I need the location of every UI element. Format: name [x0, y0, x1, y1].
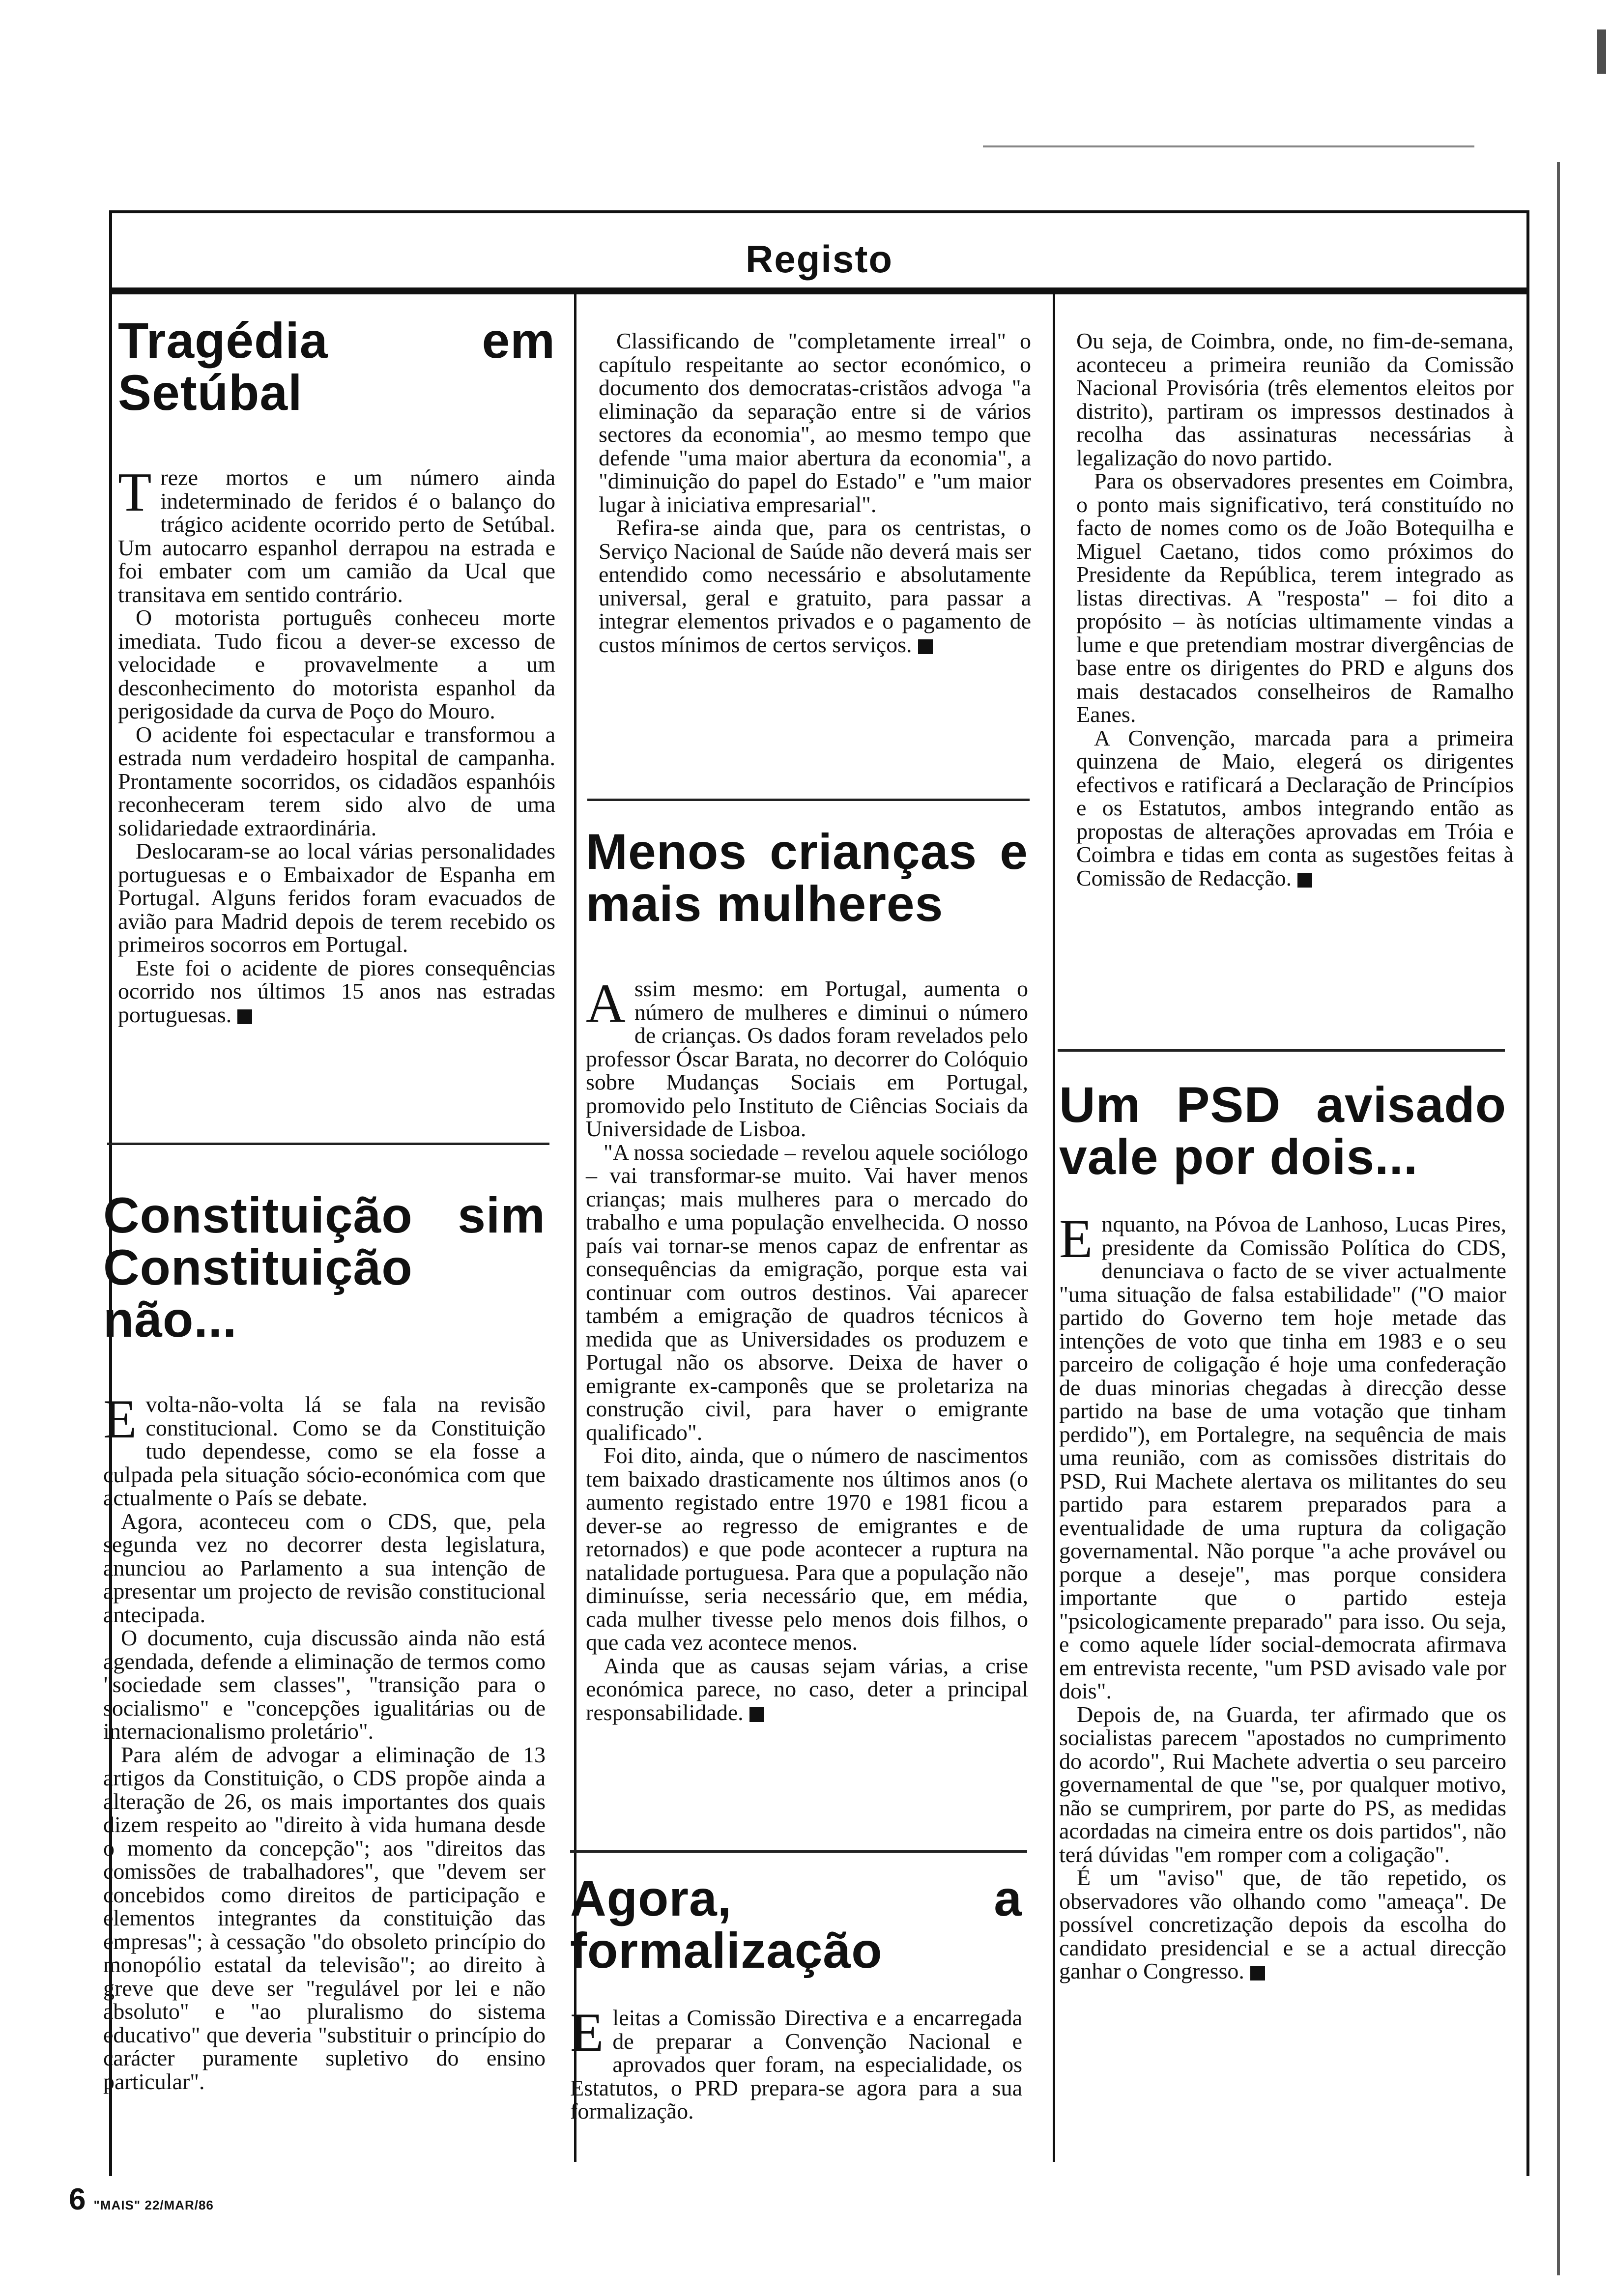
page-number: 6 — [69, 2182, 86, 2216]
headline-formalizacao: Agora, a formalização — [570, 1870, 1022, 1979]
dropcap: E — [570, 2002, 604, 2063]
paragraph: Foi dito, ainda, que o número de nascimentos tem baixado drasticamente nos últimos anos (o aumento registado entre 1970 e 1981 ficou a dever-se ao regresso de emigrantes e de retornados) e que pode acontecer a ruptura na natalidade portuguesa. Para que a população não diminuísse, seria necessário que, em média, cada mulher tivesse pelo menos dois filhos, o que cada vez acontece menos. — [586, 1443, 1028, 1655]
separator-col2-a — [587, 799, 1030, 801]
column-rule-2 — [1053, 294, 1055, 2162]
header-rule — [109, 287, 1529, 294]
article-constituicao-continued — [599, 329, 1031, 656]
end-mark-icon: M — [749, 1707, 764, 1722]
paragraph: Depois de, na Guarda, ter afirmado que os socialistas parecem "apostados no cumprimento do acordo", Rui Machete advertia o seu parceiro governamental de que "se, por qualquer motivo, não se cumprirem, por parte do PS, as medidas acordadas na cimeira entre os dois partidos", não terá dúvidas "em romper com a coligação". — [1059, 1701, 1506, 1867]
dropcap: E — [103, 1389, 137, 1450]
publication-info: "MAIS" 22/MAR/86 — [93, 2198, 214, 2212]
paragraph: Agora, aconteceu com o CDS, que, pela segunda vez no decorrer desta legislatura, anunciou ao Parlamento a sua intenção de apresentar um projecto de revisão constitucional antecipada. — [103, 1508, 546, 1627]
paragraph: Classificando de "completamente irreal" o capítulo respeitante ao sector económico, o documento dos democratas-cristãos advoga "a eliminação da separação entre si de vários sectores da economia", ao mesmo tempo que defende "uma maior abertura da economia", a "diminuição do papel do Estado" e "um maior lugar à iniciativa empresarial". — [599, 328, 1031, 517]
end-mark-icon: M — [237, 1009, 252, 1024]
paragraph: Este foi o acidente de piores consequências ocorrido nos últimos 15 anos nas estradas portuguesas. — [118, 955, 555, 1027]
paragraph: leitas a Comissão Directiva e a encarregada de preparar a Convenção Nacional e aprovados quer foram, na especialidade, os Estatutos, o PRD prepara-se agora para a sua formalização. — [570, 2005, 1022, 2124]
headline-criancas: Menos crianças e mais mulheres — [586, 824, 1028, 932]
dropcap: A — [586, 973, 626, 1034]
dropcap: T — [118, 462, 152, 523]
end-mark-icon: M — [1250, 1966, 1265, 1980]
headline-tragedia: Tragédia em Setúbal — [118, 313, 555, 421]
end-mark-icon: M — [918, 639, 933, 654]
paragraph: "A nossa sociedade – revelou aquele sociólogo – vai transformar-se muito. Vai haver menos crianças; mais mulheres para o mercado do trabalho e uma população envelhecida. O nosso país vai tornar-se menos capaz de enfrentar as consequências da emigração, porque esta vai continuar com outros destinos. Vai aparecer também a emigração de quadros técnicos à medida que as Universidades os produzem e Portugal não os absorve. Deixa de haver o emigrante ex-camponês que se proletariza na construção civil, para haver o emigrante qualificado". — [586, 1139, 1028, 1445]
paragraph: volta-não-volta lá se fala na revisão constitucional. Como se da Constituição tudo dependesse, como se ela fosse a culpada pela situação sócio-económica com que actualmente o País se debate. — [103, 1392, 546, 1510]
article-formalizacao-continued — [1076, 329, 1514, 890]
dropcap: E — [1059, 1208, 1093, 1269]
paragraph: A Convenção, marcada para a primeira quinzena de Maio, elegerá os dirigentes efectivos e ratificará a Declaração de Princípios e os Estatutos, ambos integrando então as propostas de alterações aprovadas em Tróia e Coimbra e tidas em conta as sugestões feitas à Comissão de Redacção. — [1076, 725, 1514, 890]
article-formalizacao — [570, 1872, 1022, 2123]
article-psd — [1059, 1079, 1506, 1983]
end-mark-icon: M — [1297, 873, 1312, 888]
paragraph: Para além de advogar a eliminação de 13 artigos da Constituição, o CDS propõe ainda a alteração de 26, os mais importantes dos quais dizem respeito ao "direito à vida humana desde o momento da concepção"; aos "direitos das comissões de trabalhadores", que "devem ser concebidos como direitos de participação e elementos integrantes da constituição das empresas"; à cessação "do obsoleto princípio do monopólio estatal da televisão"; ao direito à greve que deve ser "regulável por lei e não absoluto" e "ao pluralismo do sistema educativo" que deveria "substituir o princípio do carácter puramente supletivo do ensino particular". — [103, 1742, 546, 2094]
article-constituicao — [103, 1189, 546, 2093]
article-criancas — [586, 826, 1028, 1724]
paragraph: Ou seja, de Coimbra, onde, no fim-de-semana, aconteceu a primeira reunião da Comissão Nacional Provisória (três elementos eleitos por distrito), partiram os impressos destinados à recolha das assinaturas necessárias à legalização do novo partido. — [1076, 328, 1514, 470]
paragraph: ssim mesmo: em Portugal, aumenta o número de mulheres e diminui o número de crianças. Os dados foram revelados pelo professor Óscar Barata, no decorrer do Colóquio sobre Mudanças Sociais em Portugal, promovido pelo Instituto de Ciências Sociais da Universidade de Lisboa. — [586, 976, 1028, 1141]
headline-constituicao: Constituição sim Constituição não... — [103, 1187, 546, 1348]
page-footer — [69, 2182, 214, 2217]
separator-col2-b — [570, 1850, 1027, 1853]
paragraph: O documento, cuja discussão ainda não está agendada, defende a eliminação de termos como "sociedade sem classes", "transição para o socialismo" e "concepções igualitárias ou de internacionalismo proletário". — [103, 1625, 546, 1744]
paragraph: Refira-se ainda que, para os centristas, o Serviço Nacional de Saúde não deverá mais ser entendido como necessário e absolutamente universal, geral e gratuito, para passar a integrar elementos privados e o pagamento de custos mínimos de certos serviços. — [599, 515, 1031, 657]
headline-psd: Um PSD avisado vale por dois... — [1059, 1077, 1506, 1185]
paragraph: Ainda que as causas sejam várias, a crise económica parece, no caso, deter a principal responsabilidade. — [586, 1653, 1028, 1725]
paragraph: Para os observadores presentes em Coimbra, o ponto mais significativo, terá constituído no facto de nomes como os de João Botequilha e Miguel Caetano, tidos como próximos do Presidente da República, terem integrado as listas directivas. A "resposta" – foi dito a propósito – às notícias ultimamente vindas a lume e que pretendiam mostrar divergências de base entre os dirigentes do PRD e alguns dos mais destacados conselheiros de Ramalho Eanes. — [1076, 468, 1514, 727]
paragraph: Deslocaram-se ao local várias personalidades portuguesas e o Embaixador de Espanha em Portugal. Alguns feridos foram evacuados de avião para Madrid depois de terem recebido os primeiros socorros em Portugal. — [118, 838, 555, 957]
scan-artifact-corner — [1597, 29, 1606, 74]
paragraph: reze mortos e um número ainda indeterminado de feridos é o balanço do trágico acidente ocorrido perto de Setúbal. Um autocarro espanhol derrapou na estrada e foi embater com um camião da Ucal que transitava em sentido contrário. — [118, 465, 555, 607]
separator-col1 — [107, 1143, 549, 1145]
paragraph: É um "aviso" que, de tão repetido, os observadores vão olhando como "ameaça". De possível concretização depois da escolha do candidato presidencial e se a actual direcção ganhar o Congresso. — [1059, 1865, 1506, 1983]
article-tragedia — [118, 315, 555, 1026]
scan-artifact-top-right — [983, 145, 1474, 147]
separator-col3 — [1058, 1049, 1505, 1052]
paragraph: O acidente foi espectacular e transformou a estrada num verdadeiro hospital de campanha. Prontamente socorridos, os cidadãos espanhóis reconheceram terem sido alvo de uma solidariedade extraordinária. — [118, 721, 555, 840]
paragraph: nquanto, na Póvoa de Lanhoso, Lucas Pires, presidente da Comissão Política do CDS, denunciava o facto de se viver actualmente "uma situação de falsa estabilidade" ("O maior partido do Governo tem hoje metade das intenções de voto que tinha em 1983 e o seu parceiro de coligação é hoje uma confederação de duas minorias chegadas à direcção desse partido na base de uma votação que tinham perdido"), em Portalegre, na sequência de mais uma reunião, com as comissões distritais do PSD, Rui Machete alertava os militantes do seu partido para estarem preparados para a eventualidade de uma ruptura da coligação governamental. Não porque "a ache provável ou porque a deseje", mas porque considera importante que o partido esteja "psicologicamente preparado" para isso. Ou seja, e como aquele líder social-democrata afirmava em entrevista recente, "um PSD avisado vale por dois". — [1059, 1211, 1506, 1703]
section-title: Registo — [745, 237, 893, 281]
scan-artifact-edge-right — [1557, 162, 1560, 2275]
paragraph: O motorista português conheceu morte imediata. Tudo ficou a dever-se excesso de velocidade e provavelmente a um desconhecimento do motorista espanhol da perigosidade da curva de Poço do Mouro. — [118, 605, 555, 723]
